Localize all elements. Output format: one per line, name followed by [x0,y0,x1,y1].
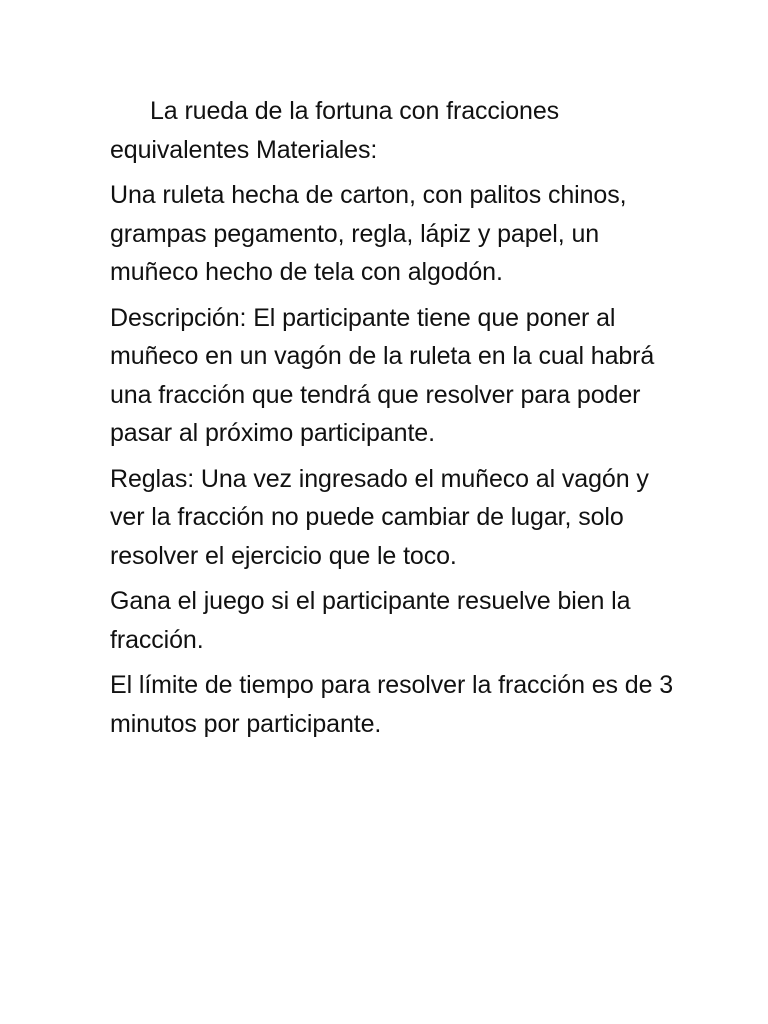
time-limit-paragraph: El límite de tiempo para resolver la fracción es de 3 minutos por participante. [110,671,674,738]
rules-paragraph: Reglas: Una vez ingresado el muñeco al vagón y ver la fracción no puede cambiar de lugar, solo resolver el ejercicio que le toco. [110,464,649,570]
description-paragraph: Descripción: El participante tiene que poner al muñeco en un vagón de la ruleta en la cual habrá una fracción que tendrá que resolver para poder pasar al próximo participante. [110,303,655,447]
win-condition-paragraph: Gana el juego si el participante resuelve bien la fracción. [110,587,631,654]
materials-paragraph: Una ruleta hecha de carton, con palitos chinos, grampas pegamento, regla, lápiz y papel, un muñeco hecho de tela con algodón. [110,181,627,286]
document-body [110,92,680,750]
title-materials-paragraph: La rueda de la fortuna con fracciones equivalentes Materiales: [110,97,560,164]
